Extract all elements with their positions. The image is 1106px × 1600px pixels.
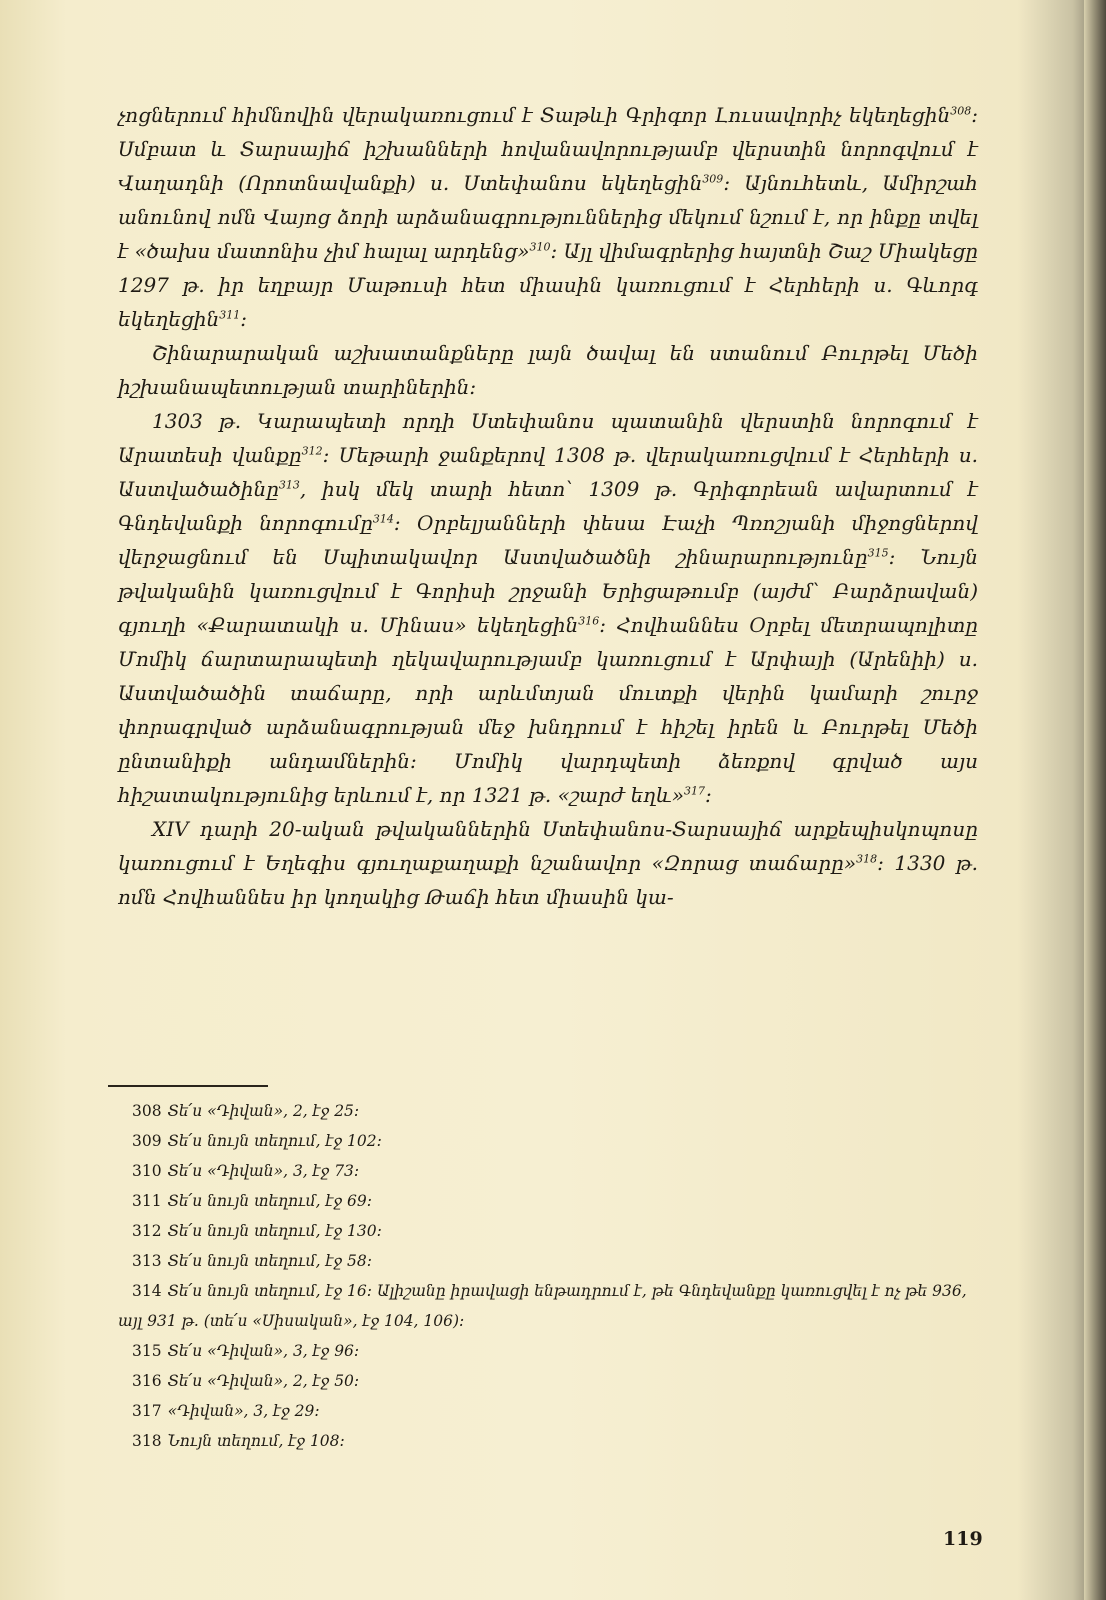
- footnote-reference: 317: [684, 784, 706, 798]
- footnote-item: [118, 1096, 978, 1126]
- body-text-segment: ։ Հովհաննես Օրբել մետրապոլիտը Մոմիկ ճարտարապետի ղեկավարությամբ կառուցում է Արփայի (Արենիի) ս. Աստվածածին տաճարը, որի արևմտյան մուտքի վերին կամարի շուրջ փորագրված արձանագրության մեջ խնդրում է հիշել իրեն և Բուրթել Մեծի ընտանիքի անդամներին։ Մոմիկ վարդպետի ձեռքով գրված այս հիշատակությունից երևում է, որ 1321 թ. «շարժ եղև»: [118, 613, 979, 807]
- footnote-item: [118, 1396, 978, 1426]
- footnote-text: Տե՛ս «Դիվան», 3, էջ 73։: [167, 1162, 360, 1180]
- footnote-item: [118, 1156, 978, 1186]
- footnote-number: 313: [132, 1252, 162, 1270]
- footnote-reference: 314: [372, 512, 394, 526]
- footnote-item: [118, 1366, 978, 1396]
- footnote-item: [118, 1216, 978, 1246]
- body-text-segment: ։ 1330 թ. ոմն Հովհաննես իր կողակից Թաճի հետ միասին կա-: [118, 851, 979, 909]
- body-text-segment: ։ Մեթարի ջանքերով 1308 թ. վերակառուցվում է Հերհերի ս. Աստվածածինը: [118, 443, 978, 501]
- footnote-text: Տե՛ս «Դիվան», 2, էջ 50։: [167, 1372, 360, 1390]
- footnote-reference: 313: [278, 478, 300, 492]
- page-edge-shadow: [1084, 0, 1106, 1600]
- footnote-number: 318: [132, 1432, 162, 1450]
- footnote-text: «Դիվան», 3, էջ 29։: [167, 1402, 320, 1420]
- footnote-item: [118, 1126, 978, 1156]
- body-paragraph: [118, 336, 978, 404]
- footnote-reference: 318: [856, 852, 878, 866]
- footnote-reference: 308: [950, 104, 972, 118]
- body-text-segment: ։ Նույն թվականին կառուցվում է Գորիսի շրջանի Երիցաթումբ (այժմ՝ Բարձրավան) գյուղի «Քարատակի ս. Մինաս» եկեղեցին: [118, 545, 979, 637]
- footnote-item: [118, 1276, 978, 1336]
- footnote-number: 311: [132, 1192, 162, 1210]
- footnote-reference: 312: [301, 444, 323, 458]
- footnote-text: Տե՛ս նույն տեղում, էջ 58։: [167, 1252, 373, 1270]
- footnote-item: [118, 1186, 978, 1216]
- footnote-number: 314: [132, 1282, 162, 1300]
- body-text-segment: XIV դարի 20-ական թվականներին Ստեփանոս-Տարսայիճ արքեպիսկոպոսը կառուցում է Եղեգիս գյուղաքաղաքի նշանավոր «Զորաց տաճարը»: [118, 817, 978, 875]
- body-text-segment: 1303 թ. Կարապետի որդի Ստեփանոս պատանին վերստին նորոգում է Արատեսի վանքը: [118, 409, 978, 467]
- footnote-reference: 315: [867, 546, 889, 560]
- footnote-text: Տե՛ս նույն տեղում, էջ 102։: [167, 1132, 382, 1150]
- footnote-number: 308: [132, 1102, 162, 1120]
- footnote-separator-rule: [108, 1085, 268, 1087]
- body-text-segment: , իսկ մեկ տարի հետո՝ 1309 թ. Գրիգորեան ավարտում է Գնդեվանքի նորոգումը: [118, 477, 978, 535]
- footnote-number: 316: [132, 1372, 162, 1390]
- body-text-segment: ։ Սմբատ և Տարսայիճ իշխանների հովանավորությամբ վերստին նորոգվում է Վաղադնի (Որոտնավանքի) ս. Ստեփանոս եկեղեցին: [118, 103, 978, 195]
- footnote-number: 310: [132, 1162, 162, 1180]
- body-text-segment: ։ Այնուհետև, Ամիրշահ անունով ոմն Վայոց ձորի արձանագրություններից մեկում նշում է, որ ինքը տվել է «ծախս մատոնիս չիմ հալալ արդենց»: [118, 171, 978, 263]
- footnote-item: [118, 1426, 978, 1456]
- body-text-segment: չոցներում հիմնովին վերակառուցում է Տաթևի Գրիգոր Լուսավորիչ եկեղեցին: [118, 103, 951, 127]
- footnote-text: Տե՛ս նույն տեղում, էջ 69։: [167, 1192, 373, 1210]
- footnote-item: [118, 1336, 978, 1366]
- body-text-segment: ։: [705, 783, 712, 807]
- body-text-segment: ։ Օրբելյանների փեսա Էաչի Պռոշյանի միջոցներով վերջացնում են Սպիտակավոր Աստվածածնի շինարարությունը: [118, 511, 978, 569]
- body-paragraph: [118, 812, 978, 914]
- body-text-segment: ։ Այլ վիմագրերից հայտնի Շաշ Միակեցը 1297 թ. իր եղբայր Մաթուսի հետ միասին կառուցում է Հերհերի ս. Գևորգ եկեղեցին: [118, 239, 979, 331]
- body-paragraph: [118, 404, 978, 812]
- footnote-reference: 309: [702, 172, 724, 186]
- footnote-text: Տե՛ս նույն տեղում, էջ 16։ Ալիշանը իրավացի ենթադրում է, թե Գնդեվանքը կառուցվել է ոչ թե 936, այլ 931 թ. (տե՛ս «Սիսական», էջ 104, 106)։: [118, 1282, 967, 1330]
- footnote-reference: 310: [529, 240, 551, 254]
- footnote-number: 309: [132, 1132, 162, 1150]
- main-text-block: [118, 98, 978, 914]
- footnote-text: Տե՛ս «Դիվան», 3, էջ 96։: [167, 1342, 360, 1360]
- footnote-text: Տե՛ս նույն տեղում, էջ 130։: [167, 1222, 382, 1240]
- footnote-text: Նույն տեղում, էջ 108։: [167, 1432, 345, 1450]
- body-text-segment: Շինարարական աշխատանքները լայն ծավալ են ստանում Բուրթել Մեծի իշխանապետության տարիներին։: [118, 341, 978, 399]
- footnote-number: 317: [132, 1402, 162, 1420]
- footnote-reference: 316: [578, 614, 600, 628]
- footnotes-block: [118, 1096, 978, 1456]
- footnote-number: 312: [132, 1222, 162, 1240]
- body-paragraph: [118, 98, 978, 336]
- footnote-text: Տե՛ս «Դիվան», 2, էջ 25։: [167, 1102, 360, 1120]
- body-text-segment: ։: [240, 307, 248, 331]
- footnote-number: 315: [132, 1342, 162, 1360]
- footnote-reference: 311: [219, 308, 241, 322]
- page-number: 119: [943, 1528, 983, 1550]
- footnote-item: [118, 1246, 978, 1276]
